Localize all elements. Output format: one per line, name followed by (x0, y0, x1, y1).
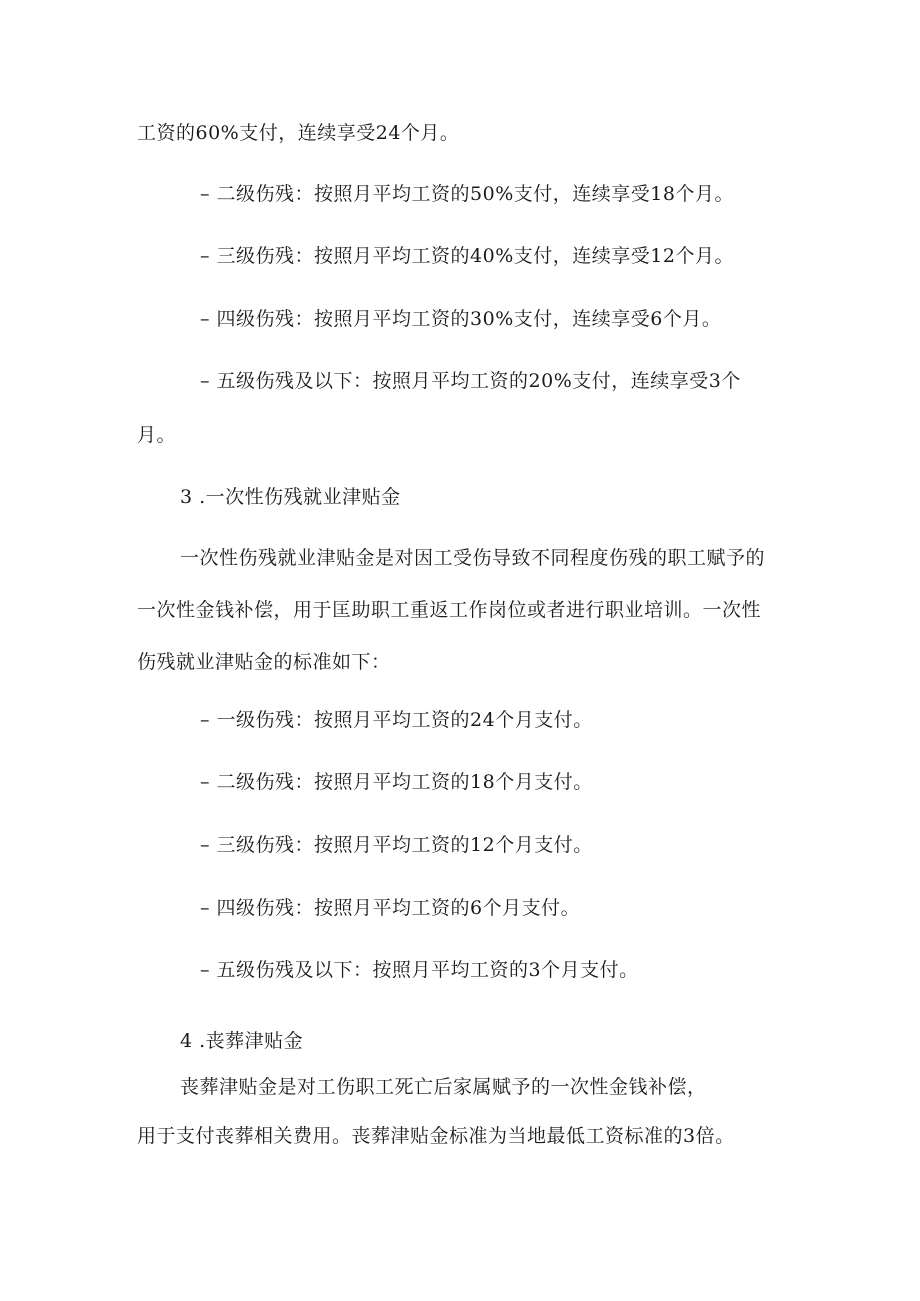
section-heading: 4 .丧葬津贴金 (180, 1030, 304, 1052)
text-line: 工资的60%支付，连续享受24个月。 (137, 122, 460, 144)
list-item: – 四级伤残：按照月平均工资的30%支付，连续享受6个月。 (200, 308, 722, 330)
list-item: – 三级伤残：按照月平均工资的12个月支付。 (200, 834, 593, 856)
list-item: – 一级伤残：按照月平均工资的24个月支付。 (200, 709, 593, 731)
paragraph-line: 一次性金钱补偿，用于匡助职工重返工作岗位或者进行职业培训。一次性 (137, 599, 762, 621)
paragraph-line: 伤残就业津贴金的标准如下： (137, 651, 391, 673)
list-item: – 二级伤残：按照月平均工资的18个月支付。 (200, 771, 593, 793)
paragraph-line: 丧葬津贴金是对工伤职工死亡后家属赋予的一次性金钱补偿， (180, 1076, 707, 1098)
list-item: – 五级伤残及以下：按照月平均工资的20%支付，连续享受3个 (200, 370, 741, 392)
list-item: – 三级伤残：按照月平均工资的40%支付，连续享受12个月。 (200, 245, 734, 267)
list-item: – 二级伤残：按照月平均工资的50%支付，连续享受18个月。 (200, 183, 734, 205)
section-heading: 3 .一次性伤残就业津贴金 (180, 486, 401, 508)
paragraph-line: 用于支付丧葬相关费用。丧葬津贴金标准为当地最低工资标准的3倍。 (137, 1125, 735, 1147)
list-item: – 五级伤残及以下：按照月平均工资的3个月支付。 (200, 959, 639, 981)
text-line: 月。 (137, 424, 177, 446)
paragraph-line: 一次性伤残就业津贴金是对因工受伤导致不同程度伤残的职工赋予的 (180, 547, 766, 569)
list-item: – 四级伤残：按照月平均工资的6个月支付。 (200, 897, 581, 919)
